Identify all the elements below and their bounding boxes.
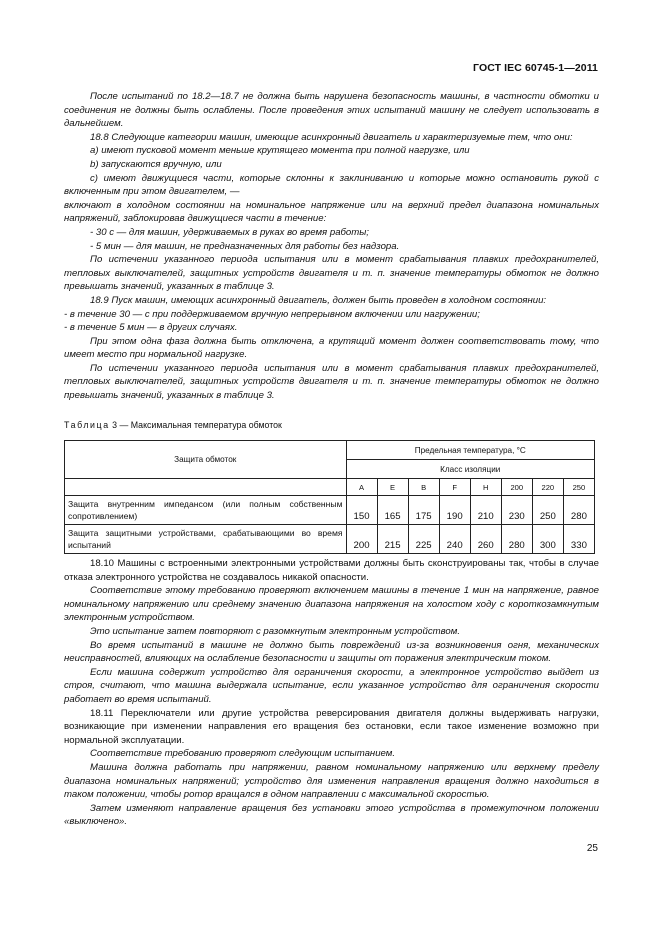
table-cell: 200 (346, 525, 377, 554)
table-cell: 165 (377, 496, 408, 525)
paragraph-18-8: 18.8 Следующие категории машин, имеющие асинхронный двигатель и характеризуемые тем, что они: (90, 131, 573, 143)
row-label: Защита внутренним импедансом (или полным собственным сопротивлением) (65, 496, 347, 525)
table-cell: 280 (563, 496, 594, 525)
paragraph-18-10: 18.10 Машины с встроенными электронными устройствами должны быть сконструированы так, чтобы в случае отказа электронного устройства не создавалось никакой опасности. (64, 558, 599, 583)
list-item-b: b) запускаются вручную, или (90, 158, 222, 170)
table-cell: 330 (563, 525, 594, 554)
page-number: 25 (586, 843, 598, 854)
list-item-dash: - 5 мин — для машин, не предназначенных для работы без надзора. (90, 240, 400, 252)
table-row (65, 496, 595, 525)
paragraph-18-9: 18.9 Пуск машин, имеющих асинхронный двигатель, должен быть проведен в холодном состоянии: (90, 294, 547, 306)
column-header-insulation-class: Класс изоляции (346, 460, 594, 479)
class-220: 220 (532, 479, 563, 496)
table-cell: 230 (501, 496, 532, 525)
paragraph: При этом одна фаза должна быть отключена, а крутящий момент должен соответствовать тому, что имеет место при нормальной нагрузке. (64, 335, 599, 361)
table-cell: 225 (408, 525, 439, 554)
table-cell: 210 (470, 496, 501, 525)
empty-cell (65, 479, 347, 496)
paragraph: Соответствие этому требованию проверяют включением машины в течение 1 мин на напряжение, равное номинальному напряжению или среднему значению диапазона напряжения на холостом ходу с короткозамкнутым электронным устройством. (64, 585, 599, 624)
class-250: 250 (563, 479, 594, 496)
paragraph: Соответствие требованию проверяют следующим испытанием. (90, 748, 396, 760)
winding-temperature-table (64, 440, 595, 554)
table-cell: 175 (408, 496, 439, 525)
table-cell: 300 (532, 525, 563, 554)
column-header-max-temp: Предельная температура, °C (346, 441, 594, 460)
class-a: A (346, 479, 377, 496)
paragraph: После испытаний по 18.2—18.7 не должна быть нарушена безопасность машины, в частности обмотки и соединения не должны быть ослаблены. После проведения этих испытаний машину не следует использовать в дальнейшем. (64, 91, 599, 130)
paragraph: Машина должна работать при напряжении, равном номинальному напряжению или верхнему пределу диапазона номинальных напряжений; устройство для изменения направления вращения должно находиться в таком положении, чтобы ротор вращался в одном направлении с максимальной скоростью. (64, 761, 599, 801)
paragraph: Если машина содержит устройство для ограничения скорости, а электронное устройство выйдет из строя, считают, что машина выдержала испытание, если указанное устройство для ограничения скорости работает во время испытаний. (64, 666, 599, 705)
paragraph: По истечении указанного периода испытания или в момент срабатывания плавких предохранителей, тепловых выключателей, защитных устройств двигателя и т. п. значение температуры обмоток не должно превышать значений, указанных в таблице 3. (64, 254, 599, 293)
class-f: F (439, 479, 470, 496)
table-caption-prefix: Таблица (64, 420, 110, 430)
table-caption (64, 420, 282, 430)
list-item-c: c) имеют движущиеся части, которые склонны к заклиниванию и которые можно остановить рукой с включенным при этом двигателем, — (64, 172, 599, 198)
table-cell: 150 (346, 496, 377, 525)
paragraph: включают в холодном состоянии на номинальное напряжение или на верхний предел диапазона номинальных напряжений, заблокировав движущиеся части в течение: (64, 199, 599, 225)
class-e: E (377, 479, 408, 496)
table-caption-number: 3 (112, 420, 118, 430)
table-cell: 240 (439, 525, 470, 554)
table-row (65, 525, 595, 554)
table-cell: 215 (377, 525, 408, 554)
table-cell: 190 (439, 496, 470, 525)
list-item-dash: - в течение 30 — с при поддерживаемом вручную непрерывном включении или нагружении; (64, 308, 480, 320)
table-caption-title: — Максимальная температура обмоток (119, 420, 282, 430)
paragraph: По истечении указанного периода испытания или в момент срабатывания плавких предохранителей, тепловых выключателей, защитных устройств двигателя и т. п. значение температуры обмоток не должно превышать значений, указанных в таблице 3. (64, 362, 599, 402)
column-header-protection: Защита обмоток (65, 441, 347, 479)
paragraph: Во время испытаний в машине не должно быть повреждений из-за возникновения огня, механических неисправностей, влияющих на ослабление безопасности и защиты от поражения электрическим током. (64, 639, 599, 665)
text-block-bottom (64, 557, 599, 829)
standard-header: ГОСТ IEC 60745-1—2011 (473, 62, 598, 74)
class-h: H (470, 479, 501, 496)
class-b: B (408, 479, 439, 496)
row-label: Защита защитными устройствами, срабатывающими во время испытаний (65, 525, 347, 554)
text-block-top (64, 90, 599, 403)
class-200: 200 (501, 479, 532, 496)
list-item-dash: - 30 с — для машин, удерживаемых в руках во время работы; (90, 226, 369, 238)
paragraph: Затем изменяют направление вращения без установки этого устройства в промежуточном положении «выключено». (64, 802, 599, 828)
paragraph-18-11: 18.11 Переключатели или другие устройства реверсирования двигателя должны выдерживать нагрузки, возникающие при изменении направления его вращения без остановки, если такое изменение возможно при нормальной эксплуатации. (64, 707, 599, 746)
list-item-dash: - в течение 5 мин — в других случаях. (64, 322, 238, 334)
table-cell: 250 (532, 496, 563, 525)
list-item-a: a) имеют пусковой момент меньше крутящего момента при полной нагрузке, или (90, 145, 470, 157)
paragraph: Это испытание затем повторяют с разомкнутым электронным устройством. (90, 625, 460, 637)
table-cell: 260 (470, 525, 501, 554)
table-cell: 280 (501, 525, 532, 554)
